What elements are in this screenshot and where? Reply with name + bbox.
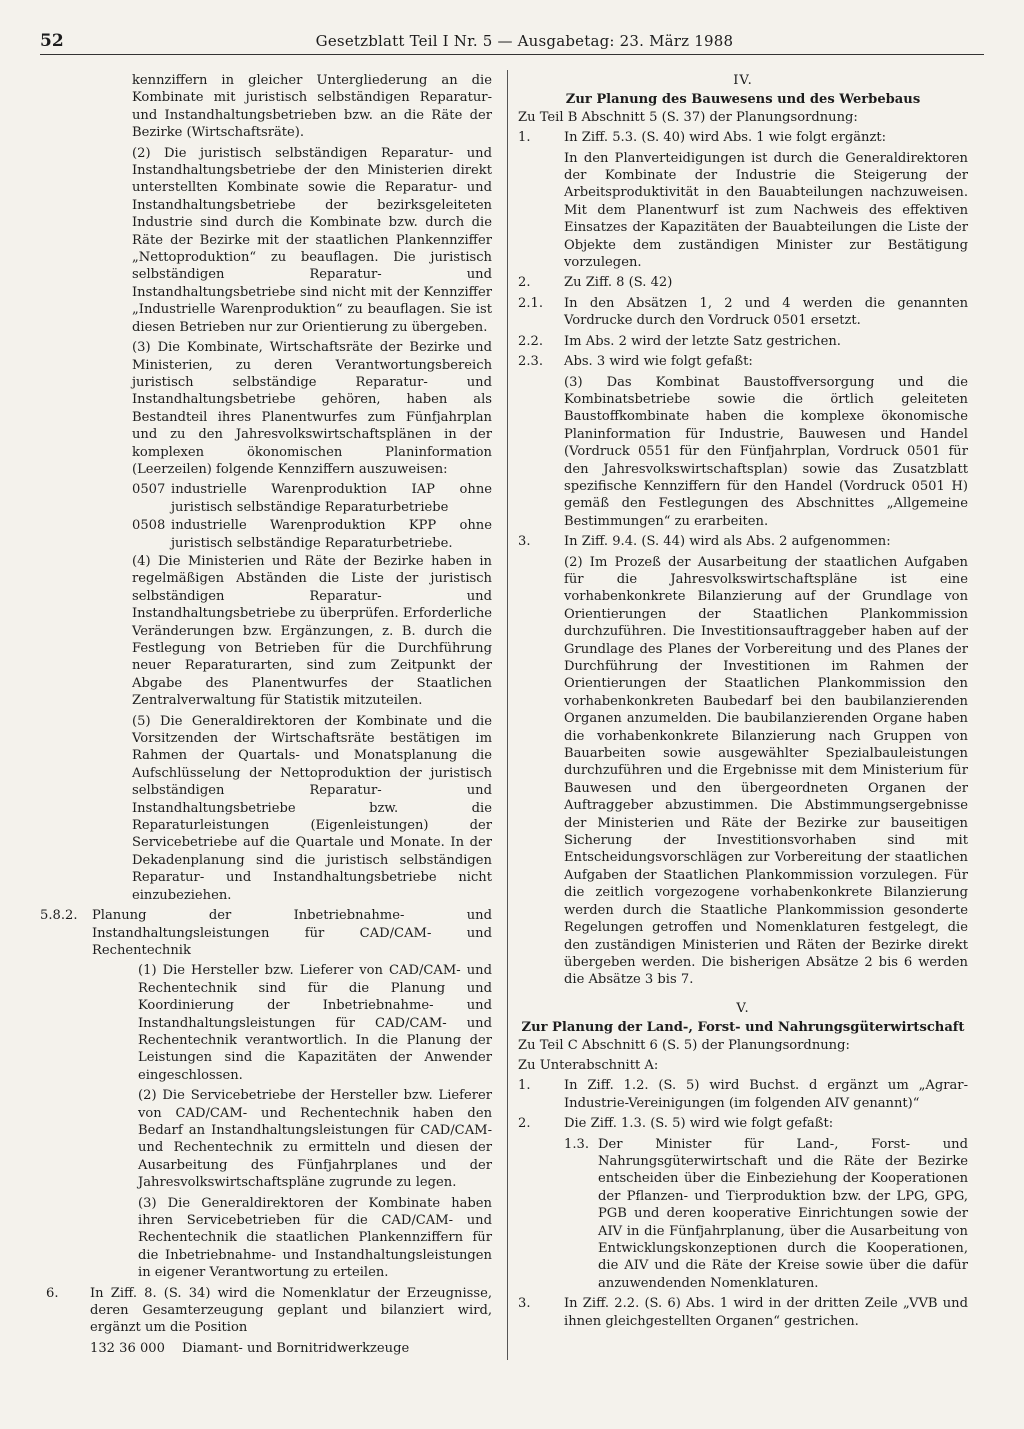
item-v-3 [518,1295,968,1330]
paragraph: (4) Die Ministerien und Räte der Bezirke haben in regelmäßigen Abständen die Liste der juristisch selbständigen Reparatur- und Instandhaltungsbetriebe zu überprüfen. Erforderliche Veränderungen bzw. Ergänzungen, z. B. durch die Festlegung von Betrieben für die Durchführung neuer Reparaturarten, sind zum Zeitpunkt der Abgabe des Planentwurfes der Staatlichen Zentralverwaltung für Statistik mitzuteilen. [132,553,492,709]
kennziffer-row [132,517,492,552]
section-number: V. [736,1000,750,1016]
item-2-2 [518,333,968,350]
kennziffer-code: 0508 [132,518,166,534]
section-number: IV. [733,73,753,88]
item-1-3 [564,1136,968,1293]
gazette-title: Gesetzblatt Teil I Nr. 5 — Ausgabetag: 23. März 1988 [315,32,734,50]
left-column [40,72,492,1357]
kennziffer-text: industrielle Warenproduktion IAP ohne juristisch selbständige Reparaturbetriebe [171,482,492,515]
kennziffer-code: 0507 [132,482,166,498]
paragraph: (2) Die juristisch selbständigen Reparatur- und Instandhaltungsbetriebe der den Ministerien direkt unterstellten Kombinate sowie die Reparatur- und Instandhaltungsbetriebe der bezirksgeleiteten Industrie sind durch die Kombinate bzw. durch die Räte der Bezirke mit der staatlichen Plankennziffer „Nettoproduktion“ zu beauflagen. Die juristisch selbständigen Reparatur- und Instandhaltungsbetriebe sind nicht mit der Kennziffer „Industrielle Warenproduktion“ zu beauflagen. Sie ist diesen Betrieben nur zur Orientierung zu übergeben. [132,145,492,335]
item-number: 6. [46,1285,59,1301]
item-2-1 [518,295,968,330]
item-v-1 [518,1077,968,1112]
item-2-3 [518,353,968,370]
right-column [518,72,968,1333]
item-text: Der Minister für Land-, Forst- und Nahrungsgüterwirtschaft und die Räte der Bezirke entscheiden über die Einbeziehung der Kooperationen der Pflanzen- und Tierproduktion bzw. der LPG, GPG, PGB und deren kooperative Einrichtungen sowie der AIV in die Fünfjahrplanung, über die Ausarbeitung von Entwicklungskonzeptionen durch die Kooperationen, die AIV und die Räte der Kreise sowie über die dafür anzuwendenden Nomenklaturen. [598,1136,968,1291]
item-number: 2.3. [518,354,543,370]
page-number: 52 [40,31,64,51]
section-reference: Zu Teil C Abschnitt 6 (S. 5) der Planungsordnung: [518,1037,850,1053]
item-text: In den Absätzen 1, 2 und 4 werden die genannten Vordrucke durch den Vordruck 0501 ersetzt. [564,295,968,329]
item-text: Die Ziff. 1.3. (S. 5) wird wie folgt gefaßt: [564,1116,834,1132]
item-number: 1. [518,1078,531,1094]
item-3 [518,533,968,550]
paragraph: (2) Die Servicebetriebe der Hersteller bzw. Lieferer von CAD/CAM- und Rechentechnik haben den Bedarf an Instandhaltungsleistungen für CAD/CAM- und Rechentechnik zu ermitteln und diesen der Ausarbeitung des Fünfjahrplanes und der Jahresvolkswirtschaftspläne zugrunde zu legen. [138,1088,492,1191]
item-text: In Ziff. 2.2. (S. 6) Abs. 1 wird in der dritten Zeile „VVB und ihnen gleichgestellten Organen“ gestrichen. [564,1296,968,1329]
section-reference: Zu Teil B Abschnitt 5 (S. 37) der Planungsordnung: [518,109,858,125]
item-text: Abs. 3 wird wie folgt gefaßt: [564,354,753,370]
item-number: 1.3. [564,1136,589,1152]
item-number: 2.1. [518,295,543,311]
position-text: Diamant- und Bornitridwerkzeuge [182,1340,410,1356]
item-number: 2. [518,275,531,291]
kennziffer-row [132,481,492,516]
item-text: Im Abs. 2 wird der letzte Satz gestrichen. [564,333,841,349]
item-number: 3. [518,1296,531,1312]
item-6 [40,1285,492,1337]
item-number: 3. [518,534,531,550]
paragraph: kennziffern in gleicher Untergliederung an die Kombinate mit juristisch selbständigen Reparatur- und Instandhaltungsbetrieben bzw. an die Räte der Bezirke (Wirtschaftsräte). [132,73,492,141]
paragraph: (3) Die Kombinate, Wirtschaftsräte der Bezirke und Ministerien, zu deren Verantwortungsbereich juristisch selbständige Reparatur- und Instandhaltungsbetriebe gehören, haben als Bestandteil ihres Planentwurfes zum Fünfjahrplan und zu den Jahresvolkswirtschaftsplänen in der komplexen ökonomischen Planinformation (Leerzeilen) folgende Kennziffern auszuweisen: [132,340,492,477]
item-number: 1. [518,130,531,146]
item-2 [518,274,968,291]
item-text: In Ziff. 5.3. (S. 40) wird Abs. 1 wie folgt ergänzt: [564,130,887,146]
paragraph: (5) Die Generaldirektoren der Kombinate und die Vorsitzenden der Wirtschaftsräte bestätigen im Rahmen der Quartals- und Monatsplanung die Aufschlüsselung der Nettoproduktion der juristisch selbständigen Reparatur- und Instandhaltungsbetriebe bzw. die Reparaturleistungen (Eigenleistungen) der Servicebetriebe auf die Quartale und Monate. In der Dekadenplanung sind die juristisch selbständigen Reparatur- und Instandhaltungsbetriebe nicht einzubeziehen. [132,713,492,903]
item-number: 5.8.2. [40,908,78,924]
section-title: Planung der Inbetriebnahme- und Instandhaltungsleistungen für CAD/CAM- und Rechentechnik [92,908,492,958]
item-text: In Ziff. 8. (S. 34) wird die Nomenklatur der Erzeugnisse, deren Gesamterzeugung geplant und bilanziert wird, ergänzt um die Position [90,1285,492,1336]
section-5-8-2 [40,907,492,959]
paragraph: (3) Das Kombinat Baustoffversorgung und die Kombinatsbetriebe sowie die örtlich geleiteten Baustoffkombinate haben die komplexe ökonomische Planinformation für Industrie, Bauwesen und Handel (Vordruck 0551 für den Fünfjahrplan, Vordruck 0501 für den Jahresvolkswirtschaftsplan) sowie das Zusatzblatt spezifische Kennziffern für den Handel (Vordruck 0501 H) gemäß den Festlegungen des Abschnittes „Allgemeine Bestimmungen“ zu erarbeiten. [564,374,968,529]
section-title: Zur Planung des Bauwesens und des Werbebaus [565,92,921,108]
position-code: 132 36 000 [90,1340,165,1356]
item-number: 2.2. [518,333,543,349]
paragraph: (3) Die Generaldirektoren der Kombinate haben ihren Servicebetrieben für die CAD/CAM- und Rechentechnik die staatlichen Plankennziffern für die Inbetriebnahme- und Instandhaltungsleistungen in eigener Verantwortung zu erteilen. [138,1195,492,1281]
item-number: 2. [518,1116,531,1132]
page-header [40,28,984,55]
position-row [90,1340,492,1357]
subsection-reference: Zu Unterabschnitt A: [518,1057,659,1073]
paragraph: (1) Die Hersteller bzw. Lieferer von CAD/CAM- und Rechentechnik sind für die Planung und Koordinierung der Inbetriebnahme- und Instandhaltungsleistungen für CAD/CAM- und Rechentechnik verantwortlich. In die Planung der Leistungen sind die Kapazitäten der Anwender eingeschlossen. [138,963,492,1083]
kennziffer-text: industrielle Warenproduktion KPP ohne juristisch selbständige Reparaturbetriebe. [171,518,492,551]
item-v-2 [518,1115,968,1132]
section-title: Zur Planung der Land-, Forst- und Nahrungsgüterwirtschaft [521,1020,965,1036]
item-text: Zu Ziff. 8 (S. 42) [564,275,673,291]
item-text: In Ziff. 1.2. (S. 5) wird Buchst. d ergänzt um „Agrar-Industrie-Vereinigungen (im folgenden AIV genannt)“ [564,1078,968,1111]
item-text: In Ziff. 9.4. (S. 44) wird als Abs. 2 aufgenommen: [564,534,891,550]
item-1 [518,129,968,146]
paragraph: In den Planverteidigungen ist durch die Generaldirektoren der Kombinate der Industrie die Steigerung der Arbeitsproduktivität in den Bauabteilungen nachzuweisen. Mit dem Planentwurf ist zum Nachweis des effektiven Einsatzes der Kapazitäten der Bauabteilungen die Liste der Objekte dem zuständigen Minister zur Bestätigung vorzulegen. [564,150,968,271]
paragraph: (2) Im Prozeß der Ausarbeitung der staatlichen Aufgaben für die Jahresvolkswirtschaftspläne ist eine vorhabenkonkrete Bilanzierung auf der Grundlage von Orientierungen der Staatlichen Plankommission durchzuführen. Die Investitionsauftraggeber haben auf der Grundlage des Planes der Vorbereitung und des Planes der Durchführung der Investitionen im Rahmen der Orientierungen der Staatlichen Plankommission den vorhabenkonkreten Baubedarf bei den baubilanzierenden Organen anzumelden. Die baubilanzierenden Organe haben die vorhabenkonkrete Bilanzierung nach Gruppen von Bauarbeiten sowie ausgewählter Spezialbauleistungen durchzuführen und die Ergebnisse mit dem Ministerium für Bauwesen und den übergeordneten Organen der Auftraggeber abzustimmen. Die Abstimmungsergebnisse der Ministerien und Räte der Bezirke zur bauseitigen Sicherung der Investitionsvorhaben sind mit Entscheidungsvorschlägen zur Vorbereitung der staatlichen Aufgaben der Staatlichen Plankommission vorzulegen. Für die zeitlich vorgezogene vorhabenkonkrete Bilanzierung werden durch die Staatliche Plankommission gesonderte Regelungen getroffen und Nomenklaturen festgelegt, die den zuständigen Ministerien und Räten der Bezirke direkt übergeben werden. Die bisherigen Absätze 2 bis 6 werden die Absätze 3 bis 7. [564,554,968,988]
column-divider [507,70,508,1360]
